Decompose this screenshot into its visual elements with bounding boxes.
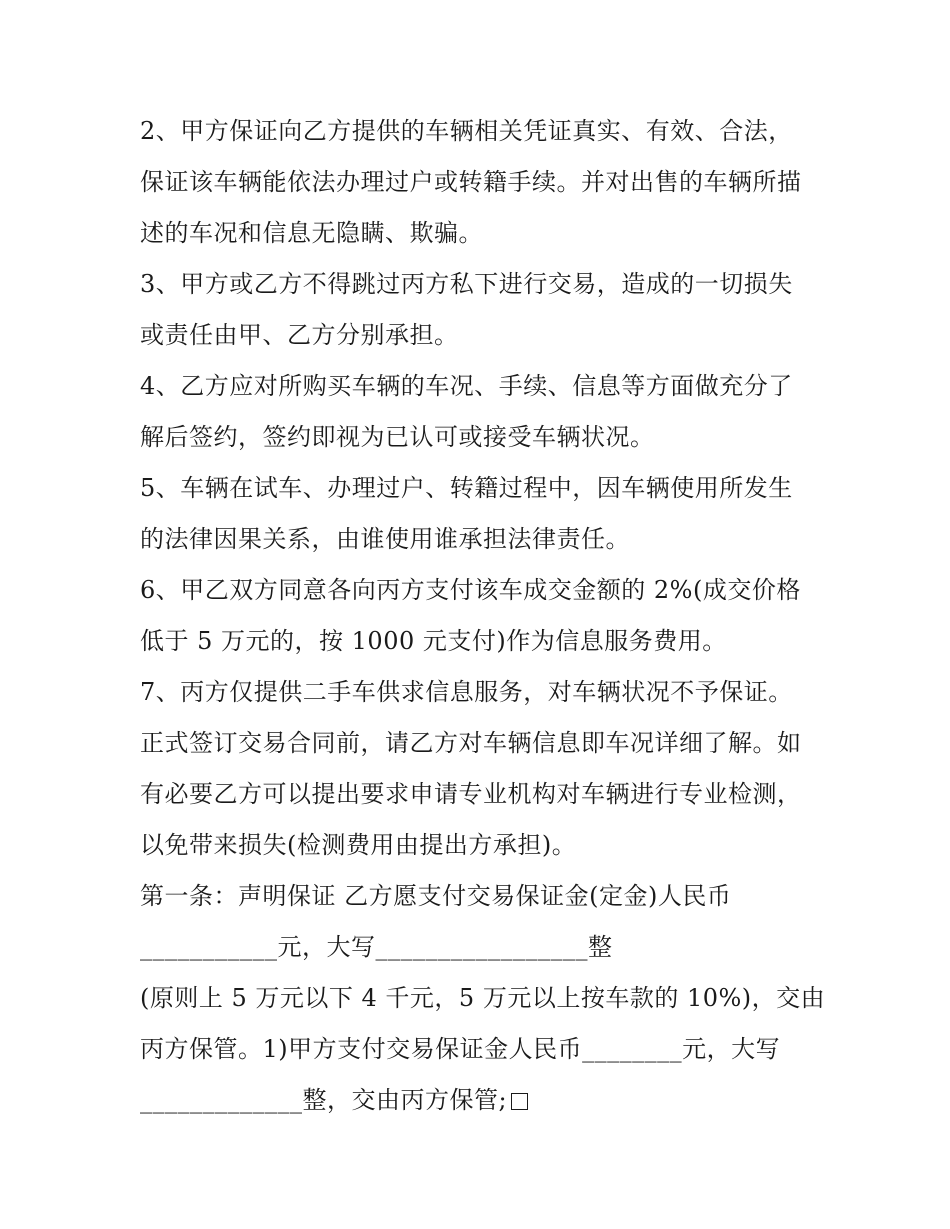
text-line: 4、乙方应对所购买车辆的车况、手续、信息等方面做充分了: [140, 372, 793, 400]
text-line: 低于 5 万元的，按 1000 元支付)作为信息服务费用。: [140, 627, 727, 655]
text-line: 正式签订交易合同前，请乙方对车辆信息即车况详细了解。如: [140, 729, 802, 757]
document-body: [140, 106, 826, 1126]
text-line: 保证该车辆能依法办理过户或转籍手续。并对出售的车辆所描: [140, 168, 802, 196]
text-line: 述的车况和信息无隐瞒、欺骗。: [140, 219, 483, 247]
text-line: 以免带来损失(检测费用由提出方承担)。: [140, 831, 577, 859]
text-line: 的法律因果关系，由谁使用谁承担法律责任。: [140, 525, 630, 553]
text-line: 5、车辆在试车、办理过户、转籍过程中，因车辆使用所发生: [140, 474, 793, 502]
text-line: 7、丙方仅提供二手车供求信息服务，对车辆状况不予保证。: [140, 678, 793, 706]
text-line: 丙方保管。1)甲方支付交易保证金人民币________元，大写: [140, 1035, 781, 1063]
text-line-last: [140, 1075, 820, 1126]
text-line: (原则上 5 万元以下 4 千元，5 万元以上按车款的 10%)，交由: [140, 984, 826, 1012]
text-line: 有必要乙方可以提出要求申请专业机构对车辆进行专业检测，: [140, 780, 802, 808]
text-line: ___________元，大写_________________整: [140, 933, 613, 961]
text-line: 第一条：声明保证 乙方愿支付交易保证金(定金)人民币: [140, 882, 732, 910]
text-line: 6、甲乙双方同意各向丙方支付该车成交金额的 2%(成交价格: [140, 576, 801, 604]
text-line: 或责任由甲、乙方分别承担。: [140, 321, 459, 349]
text-line: 3、甲方或乙方不得跳过丙方私下进行交易，造成的一切损失: [140, 270, 793, 298]
text-line-final: _____________整，交由丙方保管;: [140, 1086, 508, 1114]
text-line: 2、甲方保证向乙方提供的车辆相关凭证真实、有效、合法，: [140, 117, 793, 145]
checkbox-square-icon: [511, 1093, 528, 1110]
text-line: 解后签约，签约即视为已认可或接受车辆状况。: [140, 423, 655, 451]
